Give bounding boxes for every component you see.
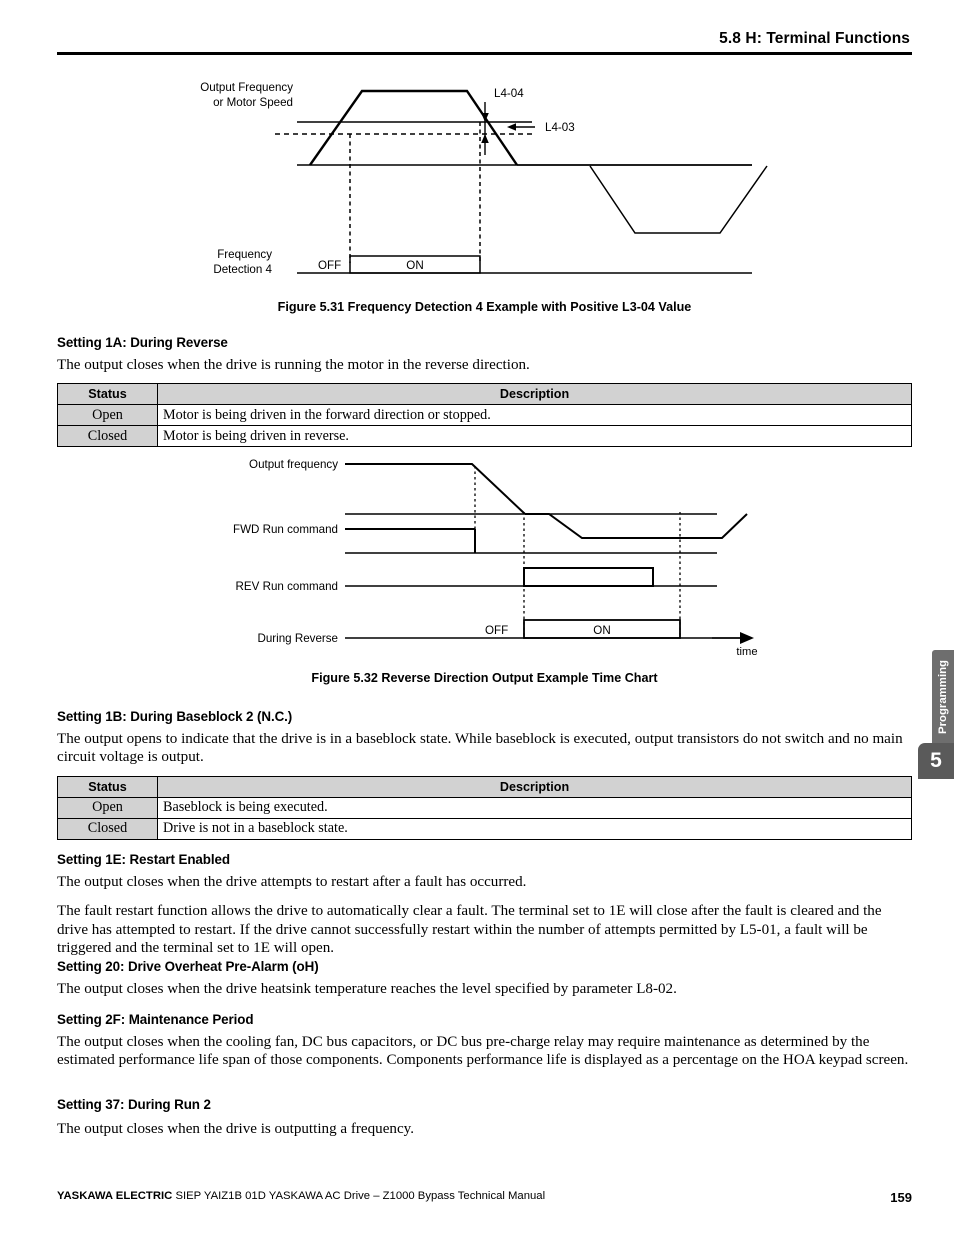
section-heading: Setting 20: Drive Overheat Pre-Alarm (oH)	[57, 959, 319, 974]
section-heading: Setting 1A: During Reverse	[57, 335, 228, 350]
table-cell-description: Motor is being driven in reverse.	[158, 426, 912, 447]
table-cell-status: Closed	[58, 426, 158, 447]
table-row	[58, 797, 912, 818]
fig532-label-during-reverse: During Reverse	[257, 632, 338, 645]
table-row	[58, 426, 912, 447]
section-paragraph: The output closes when the drive is outputting a frequency.	[57, 1121, 414, 1137]
table-header-status: Status	[58, 384, 158, 405]
fig532-label-off: OFF	[485, 624, 509, 637]
fig531-label-detect-line2: Detection 4	[213, 263, 272, 276]
section-heading: Setting 2F: Maintenance Period	[57, 1012, 254, 1027]
chapter-tab-label	[932, 650, 954, 743]
table-row	[58, 405, 912, 426]
fig532-label-on: ON	[593, 624, 611, 637]
status-table-1a	[57, 383, 912, 447]
table-header-row	[58, 776, 912, 797]
section-paragraph: The output closes when the drive attempts to restart after a fault has occurred.	[57, 874, 527, 890]
fig532-label-rev-run: REV Run command	[235, 580, 338, 593]
page-title: 5.8 H: Terminal Functions	[719, 30, 910, 47]
table-cell-status: Open	[58, 797, 158, 818]
table-header-description: Description	[158, 776, 912, 797]
page-header	[0, 0, 954, 58]
fig531-label-l4-04: L4-04	[494, 87, 524, 100]
fig532-label-fwd-run: FWD Run command	[232, 523, 338, 536]
fig531-label-off: OFF	[318, 259, 342, 272]
section-heading: Setting 1B: During Baseblock 2 (N.C.)	[57, 709, 293, 724]
section-heading: Setting 37: During Run 2	[57, 1097, 211, 1112]
table-cell-description: Motor is being driven in the forward direction or stopped.	[158, 405, 912, 426]
section-setting-1e	[57, 851, 912, 957]
fig531-label-detect-line1: Frequency	[217, 248, 272, 261]
section-paragraph: The output opens to indicate that the drive is in a baseblock state. While baseblock is executed, output transistors do not switch and no main circuit voltage is output.	[57, 731, 903, 766]
section-paragraph: The output closes when the cooling fan, DC bus capacitors, or DC bus pre-charge relay may require maintenance as determined by the estimated performance life span of those components. Components performance life is displayed as a percentage on the HOA keypad screen.	[57, 1034, 909, 1069]
fig531-label-on: ON	[406, 259, 424, 272]
figure-5-31	[57, 70, 912, 314]
fig531-label-signal-line2: or Motor Speed	[213, 96, 293, 109]
section-setting-1b	[57, 708, 912, 840]
fig531-label-l4-03: L4-03	[545, 121, 575, 134]
chapter-tab-label-text: Programming	[937, 659, 949, 734]
table-cell-description: Drive is not in a baseblock state.	[158, 818, 912, 839]
table-cell-status: Closed	[58, 818, 158, 839]
footer-page-number: 159	[890, 1190, 912, 1205]
table-row	[58, 818, 912, 839]
section-setting-1a	[57, 334, 912, 447]
figure-5-31-drawing	[57, 70, 912, 295]
section-heading: Setting 1E: Restart Enabled	[57, 852, 230, 867]
header-divider	[57, 52, 912, 55]
fig531-label-signal-line1: Output Frequency	[200, 81, 293, 94]
section-paragraph: The output closes when the drive is running the motor in the reverse direction.	[57, 357, 530, 373]
chapter-tab-number: 5	[918, 743, 954, 779]
footer-document-line	[57, 1190, 545, 1202]
figure-5-32-caption: Figure 5.32 Reverse Direction Output Example Time Chart	[311, 671, 658, 685]
figure-5-31-caption: Figure 5.31 Frequency Detection 4 Example with Positive L3-04 Value	[277, 300, 692, 314]
section-setting-37	[57, 1096, 912, 1138]
table-cell-description: Baseblock is being executed.	[158, 797, 912, 818]
table-header-row	[58, 384, 912, 405]
footer-document: SIEP YAIZ1B 01D YASKAWA AC Drive – Z1000 Bypass Technical Manual	[175, 1190, 546, 1202]
section-setting-2f	[57, 1011, 912, 1070]
page-footer	[57, 1190, 912, 1210]
footer-brand: YASKAWA ELECTRIC	[57, 1190, 173, 1202]
section-paragraph: The fault restart function allows the drive to automatically clear a fault. The terminal set to 1E will close after the fault is cleared and the drive has attempted to restart. If the drive cannot successfully restart within the number of attempts permitted by L5-01, a fault will be triggered and the terminal set to 1E will open.	[57, 903, 882, 956]
section-paragraph: The output closes when the drive heatsink temperature reaches the level specified by parameter L8-02.	[57, 981, 677, 997]
figure-5-32-drawing	[57, 452, 912, 667]
table-header-status: Status	[58, 776, 158, 797]
figure-5-32	[57, 452, 912, 685]
fig532-label-output-frequency: Output frequency	[249, 458, 338, 471]
status-table-1b	[57, 776, 912, 840]
fig532-label-time-axis: time	[736, 646, 758, 658]
table-header-description: Description	[158, 384, 912, 405]
section-setting-20	[57, 958, 912, 998]
table-cell-status: Open	[58, 405, 158, 426]
